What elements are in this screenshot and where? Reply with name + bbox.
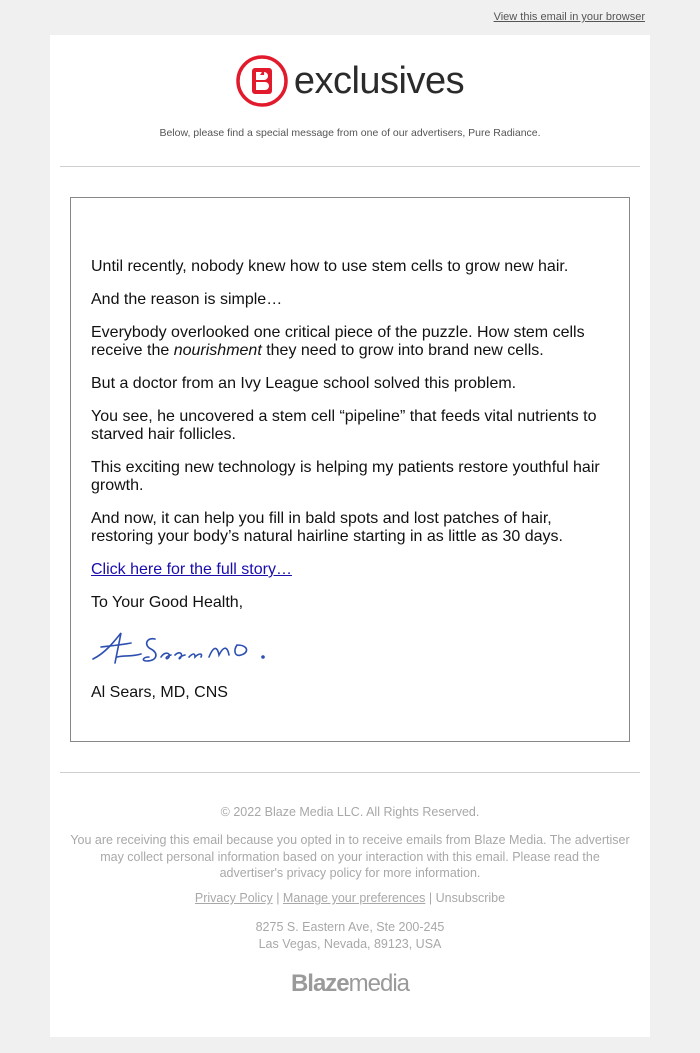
ad-paragraph: You see, he uncovered a stem cell “pipeline” that feeds vital nutrients to starved hair follicles. bbox=[91, 408, 597, 443]
closing-line: To Your Good Health, bbox=[91, 594, 244, 611]
email-card bbox=[50, 35, 650, 1037]
ad-paragraph: But a doctor from an Ivy League school solved this problem. bbox=[91, 375, 517, 392]
view-in-browser-link[interactable]: View this email in your browser bbox=[493, 11, 645, 23]
ad-paragraph bbox=[91, 324, 609, 360]
address-line-1: 8275 S. Eastern Ave, Ste 200-245 bbox=[255, 920, 445, 934]
ad-paragraph: And the reason is simple… bbox=[91, 291, 283, 308]
full-story-link[interactable]: Click here for the full story… bbox=[91, 561, 292, 578]
ad-paragraph: Until recently, nobody knew how to use stem cells to grow new hair. bbox=[91, 258, 569, 275]
signer-name: Al Sears, MD, CNS bbox=[91, 684, 228, 701]
advertisement-box bbox=[70, 197, 630, 742]
ad-emphasis: nourishment bbox=[173, 342, 262, 359]
advertisement-body bbox=[91, 258, 609, 717]
brand-wordmark: exclusives bbox=[293, 59, 465, 102]
blaze-logo-icon bbox=[236, 55, 288, 107]
ad-text: they need to grow into brand new cells. bbox=[261, 342, 544, 359]
handwritten-signature bbox=[91, 627, 609, 674]
unsubscribe-link[interactable]: Unsubscribe bbox=[435, 891, 506, 905]
brand-header bbox=[50, 55, 650, 107]
ad-paragraph: And now, it can help you fill in bald spots and lost patches of hair, restoring your body’s natural hairline starting in as little as 30 days. bbox=[91, 510, 563, 545]
blaze-media-logo bbox=[50, 970, 650, 998]
ad-paragraph: This exciting new technology is helping my patients restore youthful hair growth. bbox=[91, 459, 600, 494]
brand-light: media bbox=[348, 970, 410, 997]
intro-text: Below, please find a special message from one of our advertisers, Pure Radiance. bbox=[159, 127, 541, 139]
opt-in-notice: You are receiving this email because you opted in to receive emails from Blaze Media. The advertiser may collect personal information based on your interaction with this email. Please read the advertiser's privacy policy for more information. bbox=[70, 833, 630, 880]
divider-top bbox=[60, 166, 640, 167]
copyright-text: © 2022 Blaze Media LLC. All Rights Reserved. bbox=[220, 805, 480, 819]
ad-text: Everybody overlooked one critical piece of the puzzle. How stem cells receive the bbox=[91, 324, 585, 359]
mailing-address bbox=[50, 919, 650, 953]
address-line-2: Las Vegas, Nevada, 89123, USA bbox=[258, 937, 442, 951]
divider-bottom bbox=[60, 772, 640, 773]
privacy-policy-link[interactable]: Privacy Policy bbox=[194, 891, 273, 905]
footer-links bbox=[50, 891, 650, 905]
manage-preferences-link[interactable]: Manage your preferences bbox=[282, 891, 426, 905]
brand-bold: Blaze bbox=[290, 970, 349, 997]
link-separator: | bbox=[428, 891, 433, 905]
link-separator: | bbox=[276, 891, 280, 905]
